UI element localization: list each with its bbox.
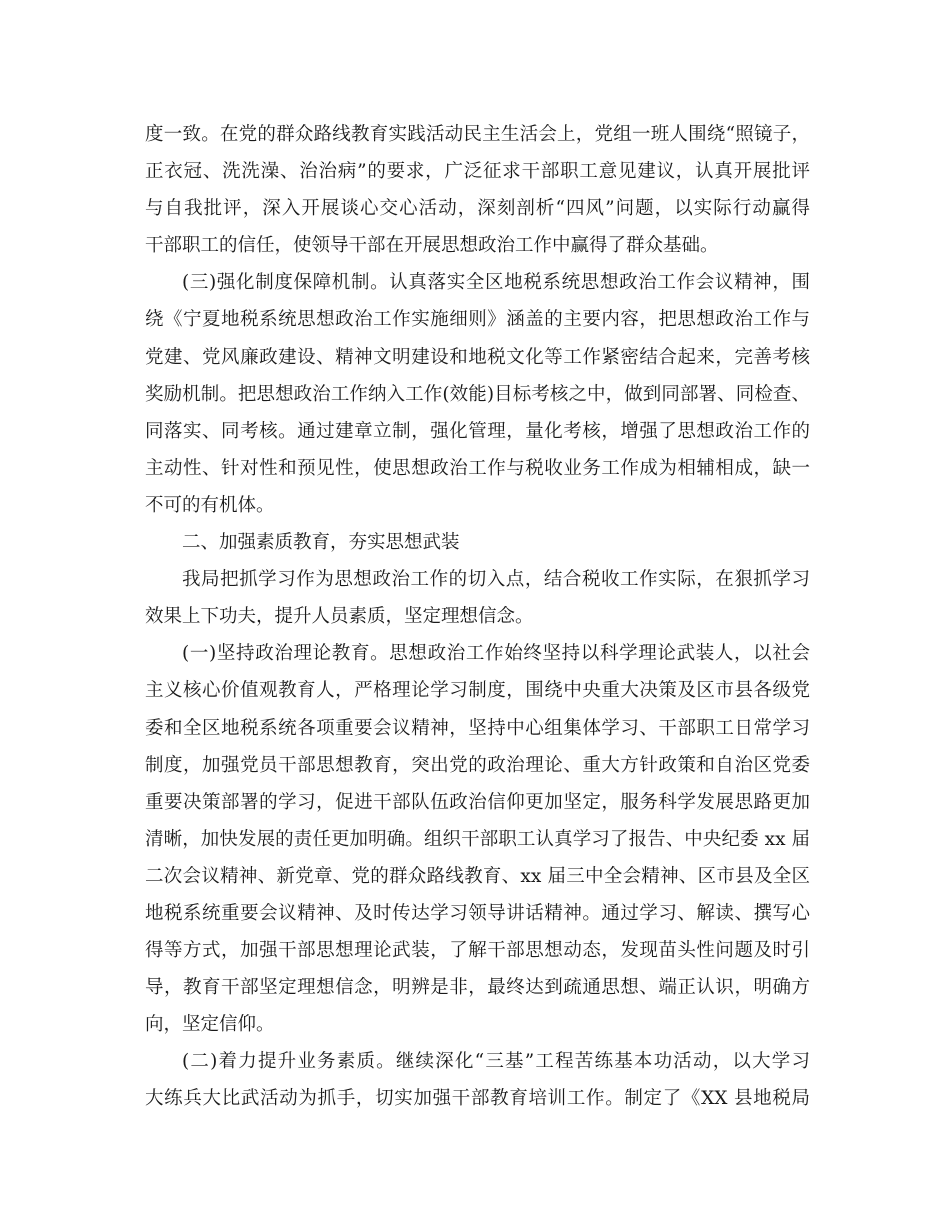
text-line: 干部职工的信任，使领导干部在开展思想政治工作中赢得了群众基础。	[145, 235, 719, 257]
text-line: 二、加强素质教育，夯实思想武装	[182, 532, 460, 554]
text-line: 我局把抓学习作为思想政治工作的切入点，结合税收工作实际，在狠抓学习	[182, 569, 810, 591]
text-line: 制度，加强党员干部思想教育，突出党的政治理论、重大方针政策和自治区党委	[145, 754, 810, 776]
text-line: 大练兵大比武活动为抓手，切实加强干部教育培训工作。制定了《XX 县地税局	[145, 1088, 810, 1110]
text-line: 奖励机制。把思想政治工作纳入工作(效能)目标考核之中，做到同部署、同检查、	[145, 383, 810, 405]
text-line: 重要决策部署的学习，促进干部队伍政治信仰更加坚定，服务科学发展思路更加	[145, 791, 810, 813]
text-line: 绕《宁夏地税系统思想政治工作实施细则》涵盖的主要内容，把思想政治工作与	[145, 309, 810, 331]
text-line: 度一致。在党的群众路线教育实践活动民主生活会上，党组一班人围绕“照镜子，	[145, 124, 810, 145]
text-line: 效果上下功夫，提升人员素质，坚定理想信念。	[145, 606, 534, 628]
text-line: 正衣冠、洗洗澡、治治病”的要求，广泛征求干部职工意见建议，认真开展批评	[145, 161, 810, 183]
text-line: 与自我批评，深入开展谈心交心活动，深刻剖析“四风”问题，以实际行动赢得	[145, 198, 810, 220]
text-line: (三)强化制度保障机制。认真落实全区地税系统思想政治工作会议精神，围	[182, 272, 810, 294]
text-line: 委和全区地税系统各项重要会议精神，坚持中心组集体学习、干部职工日常学习	[145, 717, 810, 739]
text-line: 同落实、同考核。通过建章立制，强化管理，量化考核，增强了思想政治工作的	[145, 420, 810, 442]
text-line: (二)着力提升业务素质。继续深化“三基”工程苦练基本功活动，以大学习	[182, 1051, 810, 1073]
text-line: 二次会议精神、新党章、党的群众路线教育、xx 届三中全会精神、区市县及全区	[145, 865, 810, 887]
text-line: 主动性、针对性和预见性，使思想政治工作与税收业务工作成为相辅相成，缺一	[145, 457, 810, 479]
text-line: 党建、党风廉政建设、精神文明建设和地税文化等工作紧密结合起来，完善考核	[145, 346, 810, 368]
text-line: 得等方式，加强干部思想理论武装，了解干部思想动态，发现苗头性问题及时引	[145, 940, 810, 962]
text-line: (一)坚持政治理论教育。思想政治工作始终坚持以科学理论武装人，以社会	[182, 643, 810, 665]
document-body	[145, 116, 810, 1118]
text-line: 向，坚定信仰。	[145, 1014, 275, 1036]
text-line: 地税系统重要会议精神、及时传达学习领导讲话精神。通过学习、解读、撰写心	[145, 902, 810, 924]
text-line: 导，教育干部坚定理想信念，明辨是非，最终达到疏通思想、端正认识，明确方	[145, 977, 810, 999]
text-line: 清晰，加快发展的责任更加明确。组织干部职工认真学习了报告、中央纪委 xx 届	[145, 828, 810, 850]
text-line: 不可的有机体。	[145, 494, 275, 516]
text-line: 主义核心价值观教育人，严格理论学习制度，围绕中央重大决策及区市县各级党	[145, 680, 810, 702]
